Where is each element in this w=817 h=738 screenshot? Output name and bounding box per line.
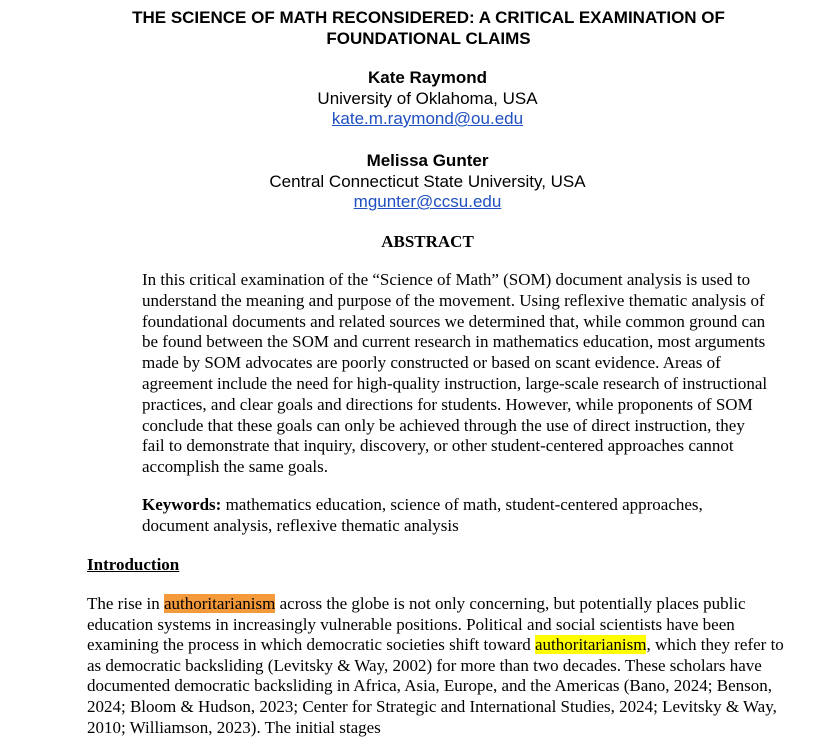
author-email-link[interactable]: kate.m.raymond@ou.edu (331, 109, 524, 128)
author-affiliation: University of Oklahoma, USA (317, 88, 538, 108)
search-highlight-active[interactable]: authoritarianism (163, 594, 276, 613)
title-line-2: FOUNDATIONAL CLAIMS (326, 29, 531, 48)
keywords-label: Keywords: (142, 495, 222, 514)
intro-text-2: across the globe is not only concerning, but potentially places public education systems in increasingly vulnerable positions. Political and social scientists have been examining the process in which democratic societies shift toward (87, 594, 746, 655)
introduction-paragraph (87, 594, 787, 738)
title-line-1: THE SCIENCE OF MATH RECONSIDERED: A CRITICAL EXAMINATION OF (132, 8, 725, 27)
author-block-1 (0, 68, 817, 130)
author-block-2 (0, 151, 817, 213)
author-name: Kate Raymond (367, 68, 488, 87)
intro-text-3: , which they refer to as democratic backsliding (Levitsky & Way, 2002) for more than two decades. These scholars have documented democratic backsliding in Africa, Asia, Europe, and the Americas (Bano, 2024; Benson, 2024; Bloom & Hudson, 2023; Center for Strategic and International Studies, 2024; Levitsky & Way, 2010; Williamson, 2023). The initial stages (87, 635, 784, 737)
author-name: Melissa Gunter (366, 151, 489, 170)
abstract-heading: ABSTRACT (381, 232, 474, 251)
intro-text-1: The rise in (87, 594, 164, 613)
keywords-text: mathematics education, science of math, student-centered approaches, document analysis, reflexive thematic analysis (142, 495, 703, 535)
section-heading-introduction: Introduction (87, 555, 180, 574)
author-affiliation: Central Connecticut State University, USA (269, 171, 586, 191)
author-email-link[interactable]: mgunter@ccsu.edu (353, 192, 502, 211)
search-highlight[interactable]: authoritarianism (535, 635, 647, 655)
keywords (142, 495, 770, 537)
paper-title (60, 7, 797, 49)
abstract-text: In this critical examination of the “Science of Math” (SOM) document analysis is used to understand the meaning and purpose of the movement. Using reflexive thematic analysis of foundational documents and related sources we determined that, while common ground can be found between the SOM and current research in mathematics education, most arguments made by SOM advocates are poorly constructed or based on scant evidence. Areas of agreement include the need for high-quality instruction, large-scale research of instructional practices, and clear goals and directions for students. However, while proponents of SOM conclude that these goals can only be achieved through the use of direct instruction, they fail to demonstrate that inquiry, discovery, or other student-centered approaches cannot accomplish the same goals. (142, 270, 768, 477)
